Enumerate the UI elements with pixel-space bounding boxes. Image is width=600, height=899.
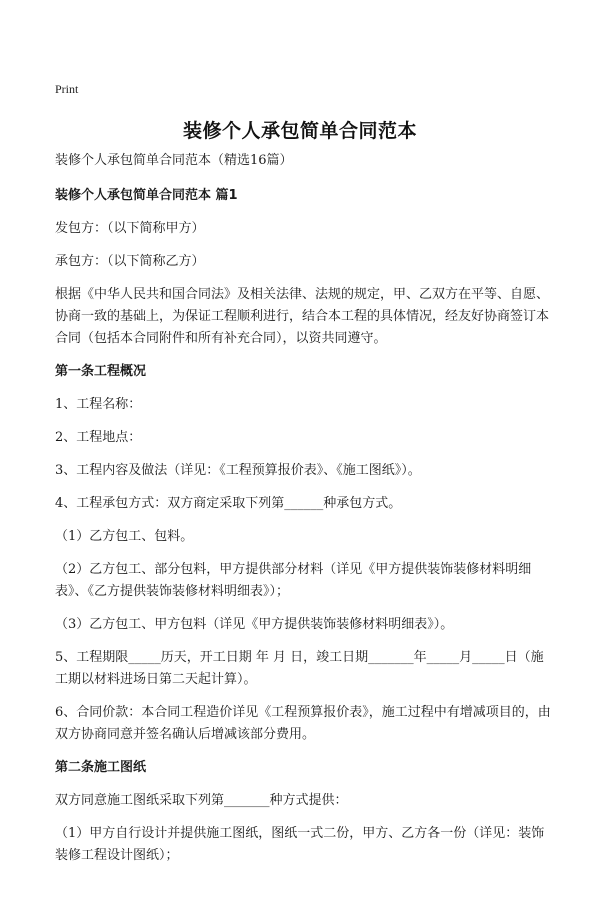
document-body: [55, 150, 555, 878]
item-project-content: 3、工程内容及做法（详见：《工程预算报价表》、《施工图纸》）。: [55, 463, 421, 478]
article1-heading: 第一条工程概况: [55, 364, 147, 379]
section-title: 装修个人承包简单合同范本 篇1: [55, 188, 238, 203]
print-label[interactable]: Print: [55, 82, 79, 96]
article2-option-1: （1）甲方自行设计并提供施工图纸，图纸一式二份，甲方、乙方各一份（详见：装饰装修工程设计图纸）；: [55, 826, 545, 863]
contract-option-2: （2）乙方包工、部分包料，甲方提供部分材料（详见《甲方提供装饰装修材料明细表》、《乙方提供装饰装修材料明细表》）；: [55, 562, 532, 599]
party-a-line: 发包方：（以下简称甲方）: [55, 221, 205, 236]
item-project-name: 1、工程名称：: [55, 397, 142, 412]
contract-option-3: （3）乙方包工、甲方包料（详见《甲方提供装饰装修材料明细表》）。: [55, 617, 454, 632]
item-project-period: 5、工程期限_____历天，开工日期 年 月 日，竣工日期_______年_____月_____日（施工期以材料进场日第二天起计算）。: [55, 650, 544, 687]
item-contract-price: 6、合同价款：本合同工程造价详见《工程预算报价表》，施工过程中有增减项目的，由双方协商同意并签名确认后增减该部分费用。: [55, 705, 551, 742]
document-subtitle: 装修个人承包简单合同范本（精选16篇）: [55, 153, 293, 168]
party-b-line: 承包方：（以下简称乙方）: [55, 254, 205, 269]
intro-paragraph: 根据《中华人民共和国合同法》及相关法律、法规的规定，甲、乙双方在平等、自愿、协商一致的基础上，为保证工程顺利进行，结合本工程的具体情况，经友好协商签订本合同（包括本合同附件和所有补充合同），以资共同遵守。: [55, 287, 550, 346]
document-title: 装修个人承包简单合同范本: [182, 120, 417, 142]
article2-intro: 双方同意施工图纸采取下列第_______种方式提供：: [55, 793, 348, 808]
contract-option-1: （1）乙方包工、包料。: [55, 529, 194, 544]
article2-heading: 第二条施工图纸: [55, 760, 147, 775]
item-contract-method: 4、工程承包方式：双方商定采取下列第______种承包方式。: [55, 496, 402, 511]
item-project-location: 2、工程地点：: [55, 430, 142, 445]
